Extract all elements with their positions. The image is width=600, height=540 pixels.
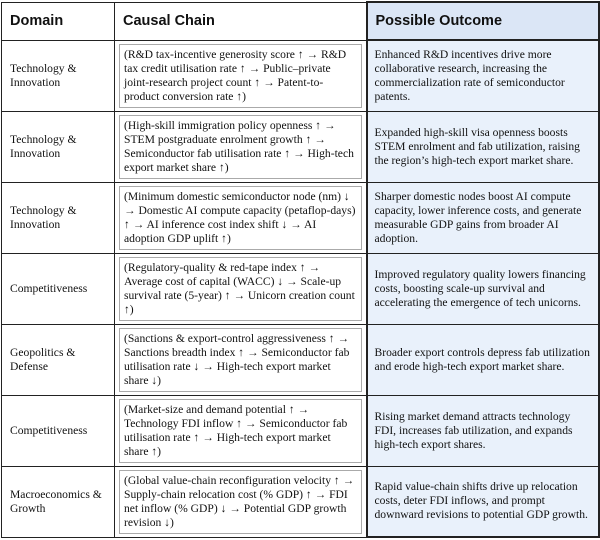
causal-chain-table-container bbox=[1, 1, 599, 538]
table-row bbox=[2, 253, 599, 324]
domain-cell: Competitiveness bbox=[2, 253, 115, 324]
causal-chain-text: (Regulatory-quality & red-tape index ↑ → Average cost of capital (WACC) ↓ → Scale-up survival rate (5-year) ↑ → Unicorn creation count ↑) bbox=[119, 257, 362, 321]
causal-chain-text: (Sanctions & export-control aggressiveness ↑ → Sanctions breadth index ↑ → Semiconductor fab utilisation rate ↓ → High-tech export market share ↓) bbox=[119, 328, 362, 392]
header-possible-outcome: Possible Outcome bbox=[367, 2, 599, 40]
causal-chain-text: (Market-size and demand potential ↑ → Technology FDI inflow ↑ → Semiconductor fab utilisation rate ↑ → High-tech export market share ↑) bbox=[119, 399, 362, 463]
outcome-cell: Enhanced R&D incentives drive more collaborative research, increasing the commercialization rate of semiconductor patents. bbox=[367, 40, 599, 111]
domain-cell: Technology & Innovation bbox=[2, 182, 115, 253]
causal-chain-text: (R&D tax-incentive generosity score ↑ → R&D tax credit utilisation rate ↑ → Public–private joint-research project count ↑ → Patent-to-product conversion rate ↑) bbox=[119, 44, 362, 108]
causal-chain-text: (High-skill immigration policy openness ↑ → STEM postgraduate enrolment growth ↑ → Semiconductor fab utilisation rate ↑ → High-tech export market share ↑) bbox=[119, 115, 362, 179]
domain-cell: Competitiveness bbox=[2, 395, 115, 466]
causal-chain-text: (Global value-chain reconfiguration velocity ↑ → Supply-chain relocation cost (% GDP) ↑ → FDI net inflow (% GDP) ↓ → Potential GDP growth revision ↓) bbox=[119, 470, 362, 534]
outcome-cell: Improved regulatory quality lowers financing costs, boosting scale-up survival and accelerating the emergence of tech unicorns. bbox=[367, 253, 599, 324]
causal-chain-text: (Minimum domestic semiconductor node (nm) ↓ → Domestic AI compute capacity (petaflop-days) ↑ → AI inference cost index shift ↓ → AI adoption GDP uplift ↑) bbox=[119, 186, 362, 250]
causal-chain-table bbox=[1, 1, 600, 538]
domain-cell: Technology & Innovation bbox=[2, 111, 115, 182]
outcome-cell: Expanded high-skill visa openness boosts STEM enrolment and fab utilization, raising the region’s high-tech export market share. bbox=[367, 111, 599, 182]
table-body bbox=[2, 40, 599, 537]
outcome-cell: Sharper domestic nodes boost AI compute capacity, lower inference costs, and generate measurable GDP gains from broader AI adoption. bbox=[367, 182, 599, 253]
outcome-cell: Rapid value-chain shifts drive up relocation costs, deter FDI inflows, and prompt downward revisions to potential GDP growth. bbox=[367, 466, 599, 537]
domain-cell: Technology & Innovation bbox=[2, 40, 115, 111]
causal-chain-cell bbox=[115, 324, 367, 395]
causal-chain-cell bbox=[115, 395, 367, 466]
table-row bbox=[2, 182, 599, 253]
causal-chain-cell bbox=[115, 40, 367, 111]
header-domain: Domain bbox=[2, 2, 115, 40]
domain-cell: Macroeconomics & Growth bbox=[2, 466, 115, 537]
table-row bbox=[2, 395, 599, 466]
header-row bbox=[2, 2, 599, 40]
domain-cell: Geopolitics & Defense bbox=[2, 324, 115, 395]
causal-chain-cell bbox=[115, 182, 367, 253]
outcome-cell: Broader export controls depress fab utilization and erode high-tech export market share. bbox=[367, 324, 599, 395]
table-row bbox=[2, 466, 599, 537]
table-header bbox=[2, 2, 599, 40]
table-row bbox=[2, 40, 599, 111]
causal-chain-cell bbox=[115, 111, 367, 182]
causal-chain-cell bbox=[115, 253, 367, 324]
outcome-cell: Rising market demand attracts technology FDI, increases fab utilization, and expands high-tech export shares. bbox=[367, 395, 599, 466]
causal-chain-cell bbox=[115, 466, 367, 537]
header-causal-chain: Causal Chain bbox=[115, 2, 367, 40]
table-row bbox=[2, 111, 599, 182]
table-row bbox=[2, 324, 599, 395]
